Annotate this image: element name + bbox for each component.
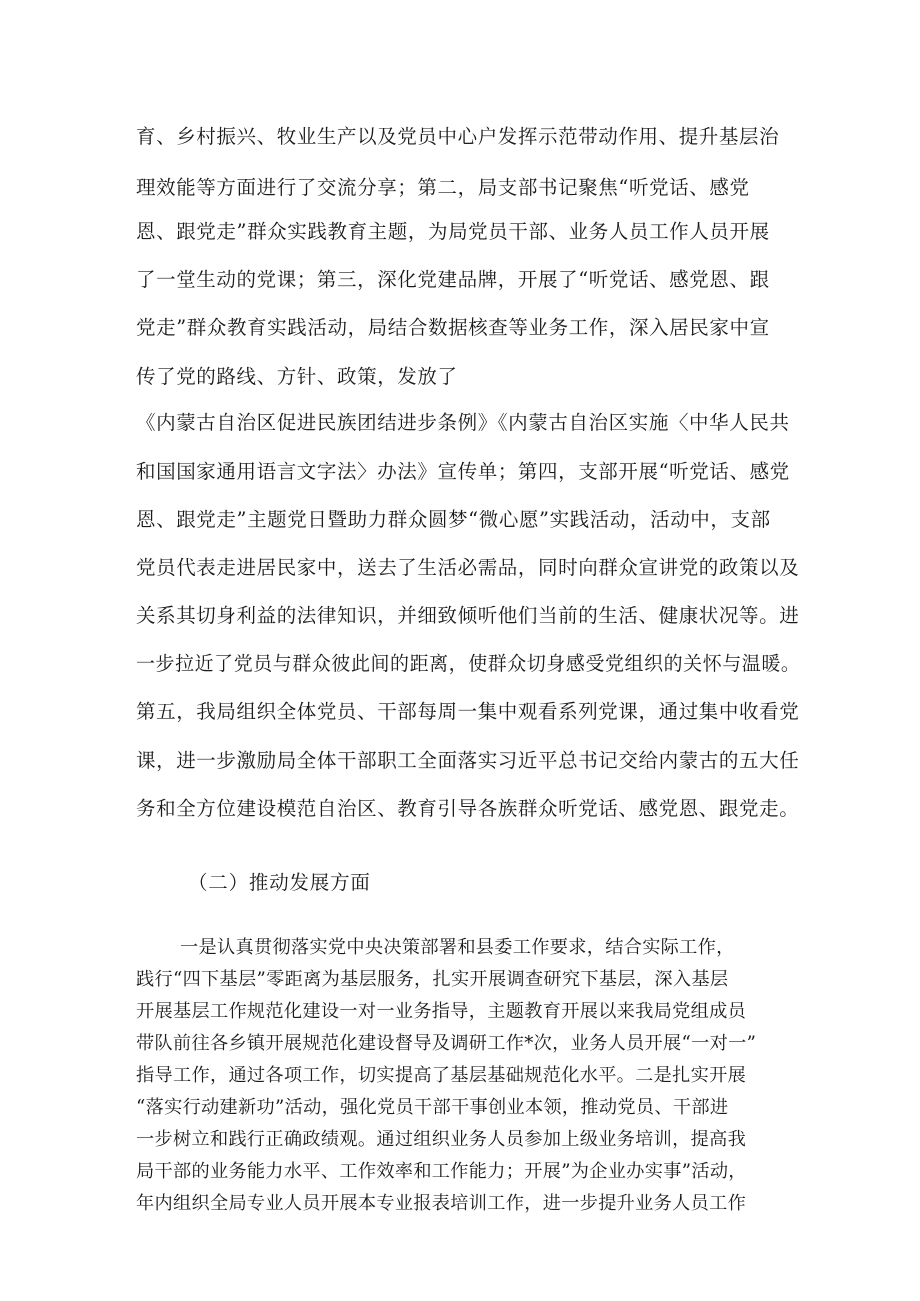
paragraph-line: 课，进一步激励局全体干部职工全面落实习近平总书记交给内蒙古的五大任 [136,749,800,772]
paragraph-line: 一步拉近了党员与群众彼此间的距离，使群众切身感受党组织的关怀与温暖。 [136,652,801,675]
section-heading: （二）推动发展方面 [188,871,371,894]
paragraph-line: 践行“四下基层”零距离为基层服务，扎实开展调查研究下基层，深入基层 [136,969,729,990]
paragraph-line: 育、乡村振兴、牧业生产以及党员中心户发挥示范带动作用、提升基层治 [136,125,780,148]
paragraph-line: 开展基层工作规范化建设一对一业务指导，主题教育开展以来我局党组成员 [136,1001,747,1022]
paragraph-line: 局干部的业务能力水平、工作效率和工作能力；开展”为企业办实事”活动， [136,1161,747,1182]
paragraph-line: 传了党的路线、方针、政策，发放了 [136,365,458,388]
paragraph-line: 务和全方位建设模范自治区、教育引导各族群众听党话、感党恩、跟党走。 [136,797,800,820]
paragraph-line: 年内组织全局专业人员开展本专业报表培训工作，进一步提升业务人员工作 [136,1193,747,1214]
paragraph-line: 恩、跟党走”群众实践教育主题，为局党员干部、业务人员工作人员开展 [136,220,770,243]
paragraph-line: 党走”群众教育实践活动，局结合数据核查等业务工作，深入居民家中宣 [136,316,770,339]
paragraph-line: 《内蒙古自治区促进民族团结进步条例》《内蒙古自治区实施〈中华人民共 [136,411,790,434]
paragraph-line: 第五，我局组织全体党员、干部每周一集中观看系列党课，通过集中收看党 [136,700,800,723]
paragraph-line: 理效能等方面进行了交流分享；第二，局支部书记聚焦“听党话、感党 [136,176,750,199]
paragraph-line: 一是认真贯彻落实党中央决策部署和县委工作要求，结合实际工作， [180,937,735,958]
paragraph-line: 和国国家通用语言文字法〉办法》宣传单；第四，支部开展“听党话、感党 [136,460,790,483]
paragraph-line: 指导工作，通过各项工作，切实提高了基层基础规范化水平。二是扎实开展 [136,1065,747,1086]
paragraph-line: 党员代表走进居民家中，送去了生活必需品，同时向群众宣讲党的政策以及 [136,556,800,579]
paragraph-line: 了一堂生动的党课；第三，深化党建品牌，开展了“听党话、感党恩、跟 [136,268,770,291]
paragraph-line: 关系其切身利益的法律知识，并细致倾听他们当前的生活、健康状况等。进 [136,604,800,627]
paragraph-line: “落实行动建新功”活动，强化党员干部干事创业本领，推动党员、干部进 [136,1097,729,1118]
paragraph-line: 一步树立和践行正确政绩观。通过组织业务人员参加上级业务培训，提高我 [136,1129,747,1150]
paragraph-line: 恩、跟党走”主题党日暨助力群众圆梦“微心愿”实践活动，活动中，支部 [136,508,771,531]
paragraph-line: 带队前往各乡镇开展规范化建设督导及调研工作*次，业务人员开展“一对一” [136,1033,757,1054]
